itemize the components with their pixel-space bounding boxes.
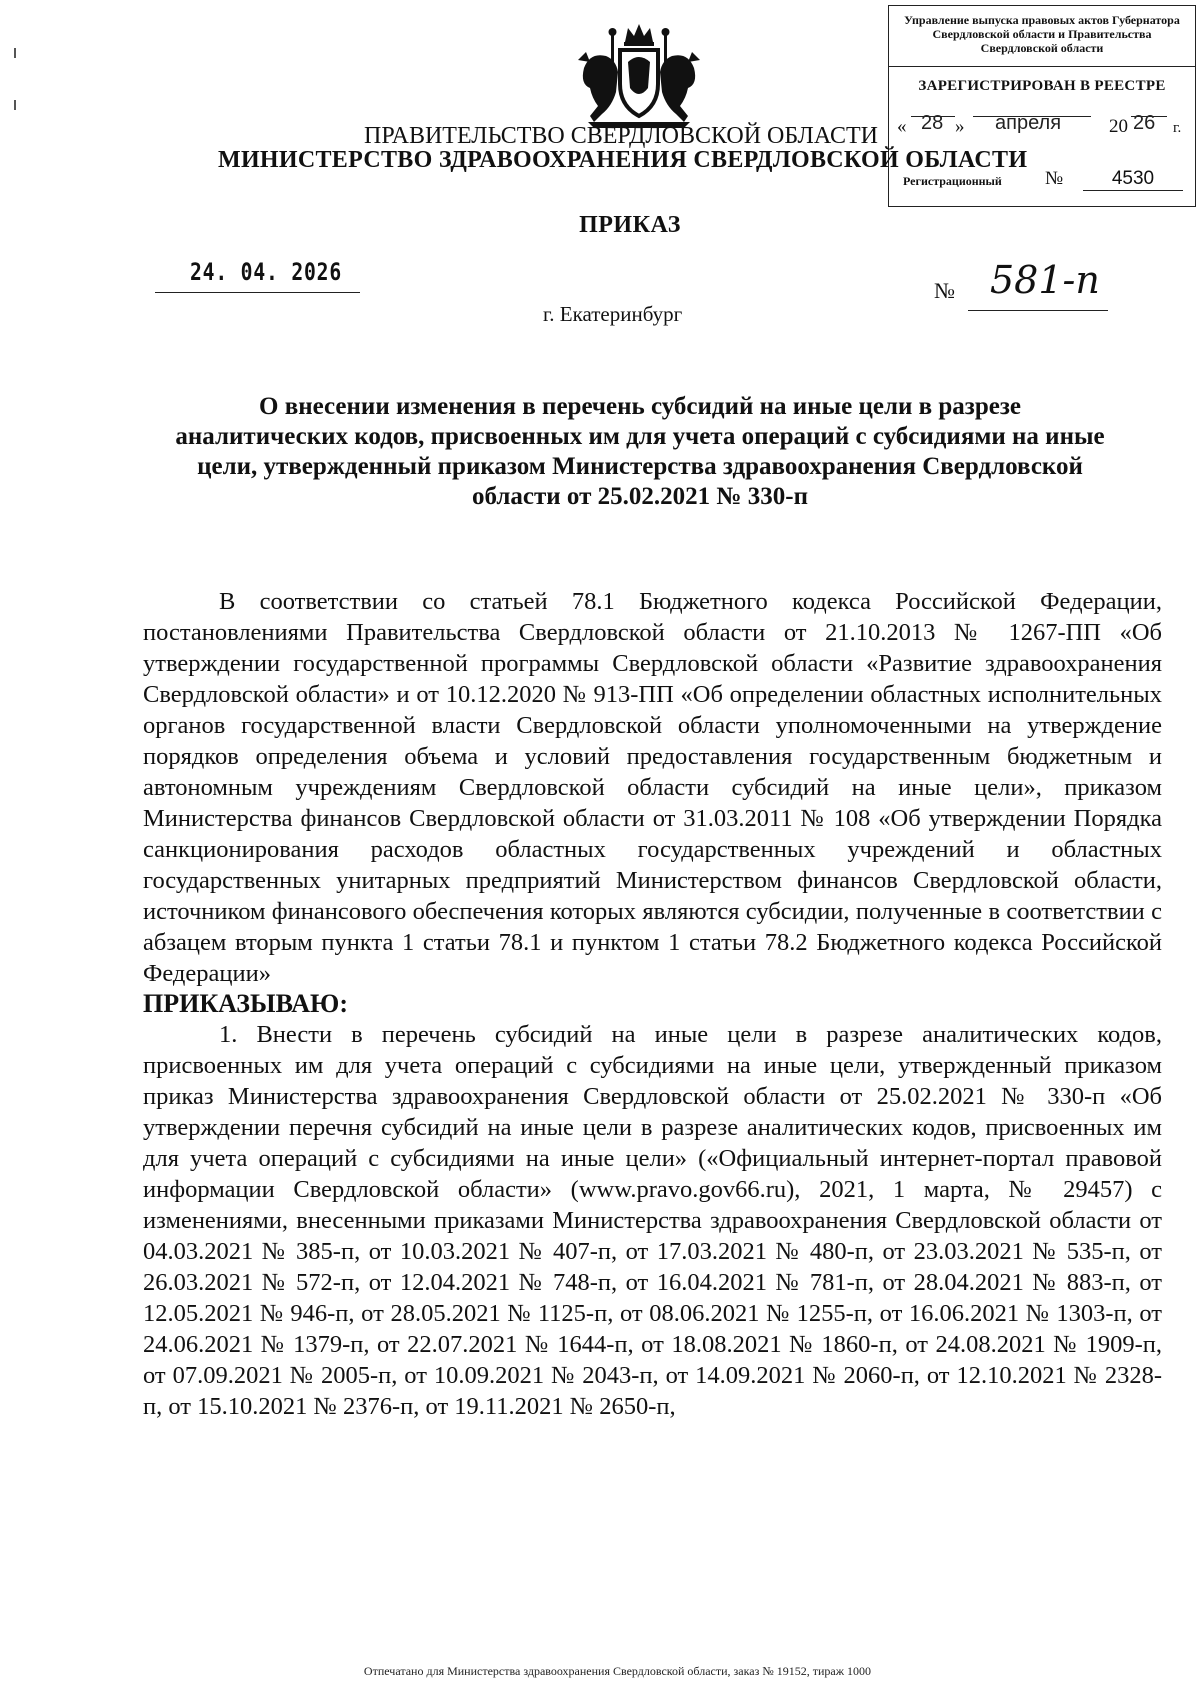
registration-stamp (888, 5, 1196, 207)
number-sign: № (934, 278, 955, 303)
stamp-registered-label: ЗАРЕГИСТРИРОВАН В РЕЕСТРЕ (918, 78, 1166, 94)
scan-mark (14, 48, 16, 58)
scan-mark (14, 100, 16, 110)
stamp-month: апреля (995, 112, 1062, 134)
coat-of-arms-emblem (568, 22, 710, 130)
date-underline (155, 292, 360, 293)
document-type: ПРИКАЗ (579, 212, 681, 238)
order-word: ПРИКАЗЫВАЮ: (143, 989, 348, 1018)
stamp-open-quote: « (897, 116, 907, 137)
print-footer: Отпечатано для Министерства здравоохранения Свердловской области, заказ № 19152, тираж 1000 (363, 1664, 872, 1678)
stamp-date (897, 112, 1189, 142)
document-title: О внесении изменения в перечень субсидий на иные цели в разрезе аналитических кодов, присвоенных им для учета операций с субсидиями на иные цели, утвержденный приказом Министерства здравоохранения Свердловской области от 25.02.2021 № 330-п (175, 393, 1105, 510)
document-date: 24. 04. 2026 (190, 258, 343, 286)
preamble-paragraph: В соответствии со статьей 78.1 Бюджетного кодекса Российской Федерации, постановлениями Правительства Свердловской области от 21.10.2013 № 1267-ПП «Об утверждении государственной программы Свердловской области «Развитие здравоохранения Свердловской области» и от 10.12.2020 № 913-ПП «Об определении областных исполнительных органов государственной власти Свердловской области уполномоченными на утверждение порядков определения объема и условий предоставления государственным бюджетным и автономным учреждениям Свердловской области субсидий на иные цели», приказом Министерства финансов Свердловской области от 31.03.2011 № 108 «Об утверждении Порядка санкционирования расходов областных государственных учреждений и областных государственных унитарных предприятий Министерством финансов Свердловской области, источником финансового обеспечения которых являются субсидии, полученные в соответствии с абзацем вторым пункта 1 статьи 78.1 и пунктом 1 статьи 78.2 Бюджетного кодекса Российской Федерации» (143, 588, 1162, 987)
stamp-divider (889, 66, 1195, 67)
stamp-department: Управление выпуска правовых актов Губернатора Свердловской области и Правительства Свердловской области (904, 13, 1180, 55)
ministry-heading: МИНИСТЕРСТВО ЗДРАВООХРАНЕНИЯ СВЕРДЛОВСКОЙ ОБЛАСТИ (218, 147, 1028, 173)
item-1-paragraph: 1. Внести в перечень субсидий на иные цели в разрезе аналитических кодов, присвоенных им для учета операций с субсидиями на иные цели, утвержденный приказом приказ Министерства здравоохранения Свердловской области от 25.02.2021 № 330-п «Об утверждении перечня субсидий на иные цели в разрезе аналитических кодов, присвоенных им для учета операций с субсидиями на иные цели» («Официальный интернет-портал правовой информации Свердловской области» (www.pravo.gov66.ru), 2021, 1 марта, № 29457) с изменениями, внесенными приказами Министерства здравоохранения Свердловской области от 04.03.2021 № 385-п, от 10.03.2021 № 407-п, от 17.03.2021 № 480-п, от 23.03.2021 № 535-п, от 26.03.2021 № 572-п, от 12.04.2021 № 748-п, от 16.04.2021 № 781-п, от 28.04.2021 № 883-п, от 12.05.2021 № 946-п, от 28.05.2021 № 1125-п, от 08.06.2021 № 1255-п, от 16.06.2021 № 1303-п, от 24.06.2021 № 1379-п, от 22.07.2021 № 1644-п, от 18.08.2021 № 1860-п, от 24.08.2021 № 1909-п, от 07.09.2021 № 2005-п, от 10.09.2021 № 2043-п, от 14.09.2021 № 2060-п, от 12.10.2021 № 2328-п, от 15.10.2021 № 2376-п, от 19.11.2021 № 2650-п, (143, 1021, 1162, 1420)
document-number: 581-п (990, 258, 1100, 302)
stamp-year-prefix: 20 (1109, 116, 1128, 137)
document-body (143, 586, 1162, 1422)
stamp-day: 28 (921, 112, 944, 134)
stamp-year-suffix: 26 (1133, 112, 1156, 134)
stamp-close-quote: » (955, 116, 965, 137)
number-underline (968, 310, 1108, 311)
city: г. Екатеринбург (543, 302, 683, 326)
stamp-reg-value: 4530 (1083, 168, 1183, 191)
stamp-reg-label: Регистрационный (903, 174, 1002, 188)
government-heading: ПРАВИТЕЛЬСТВО СВЕРДЛОВСКОЙ ОБЛАСТИ (364, 123, 878, 149)
stamp-number-sign: № (1045, 168, 1064, 189)
stamp-year-unit: г. (1173, 120, 1182, 136)
